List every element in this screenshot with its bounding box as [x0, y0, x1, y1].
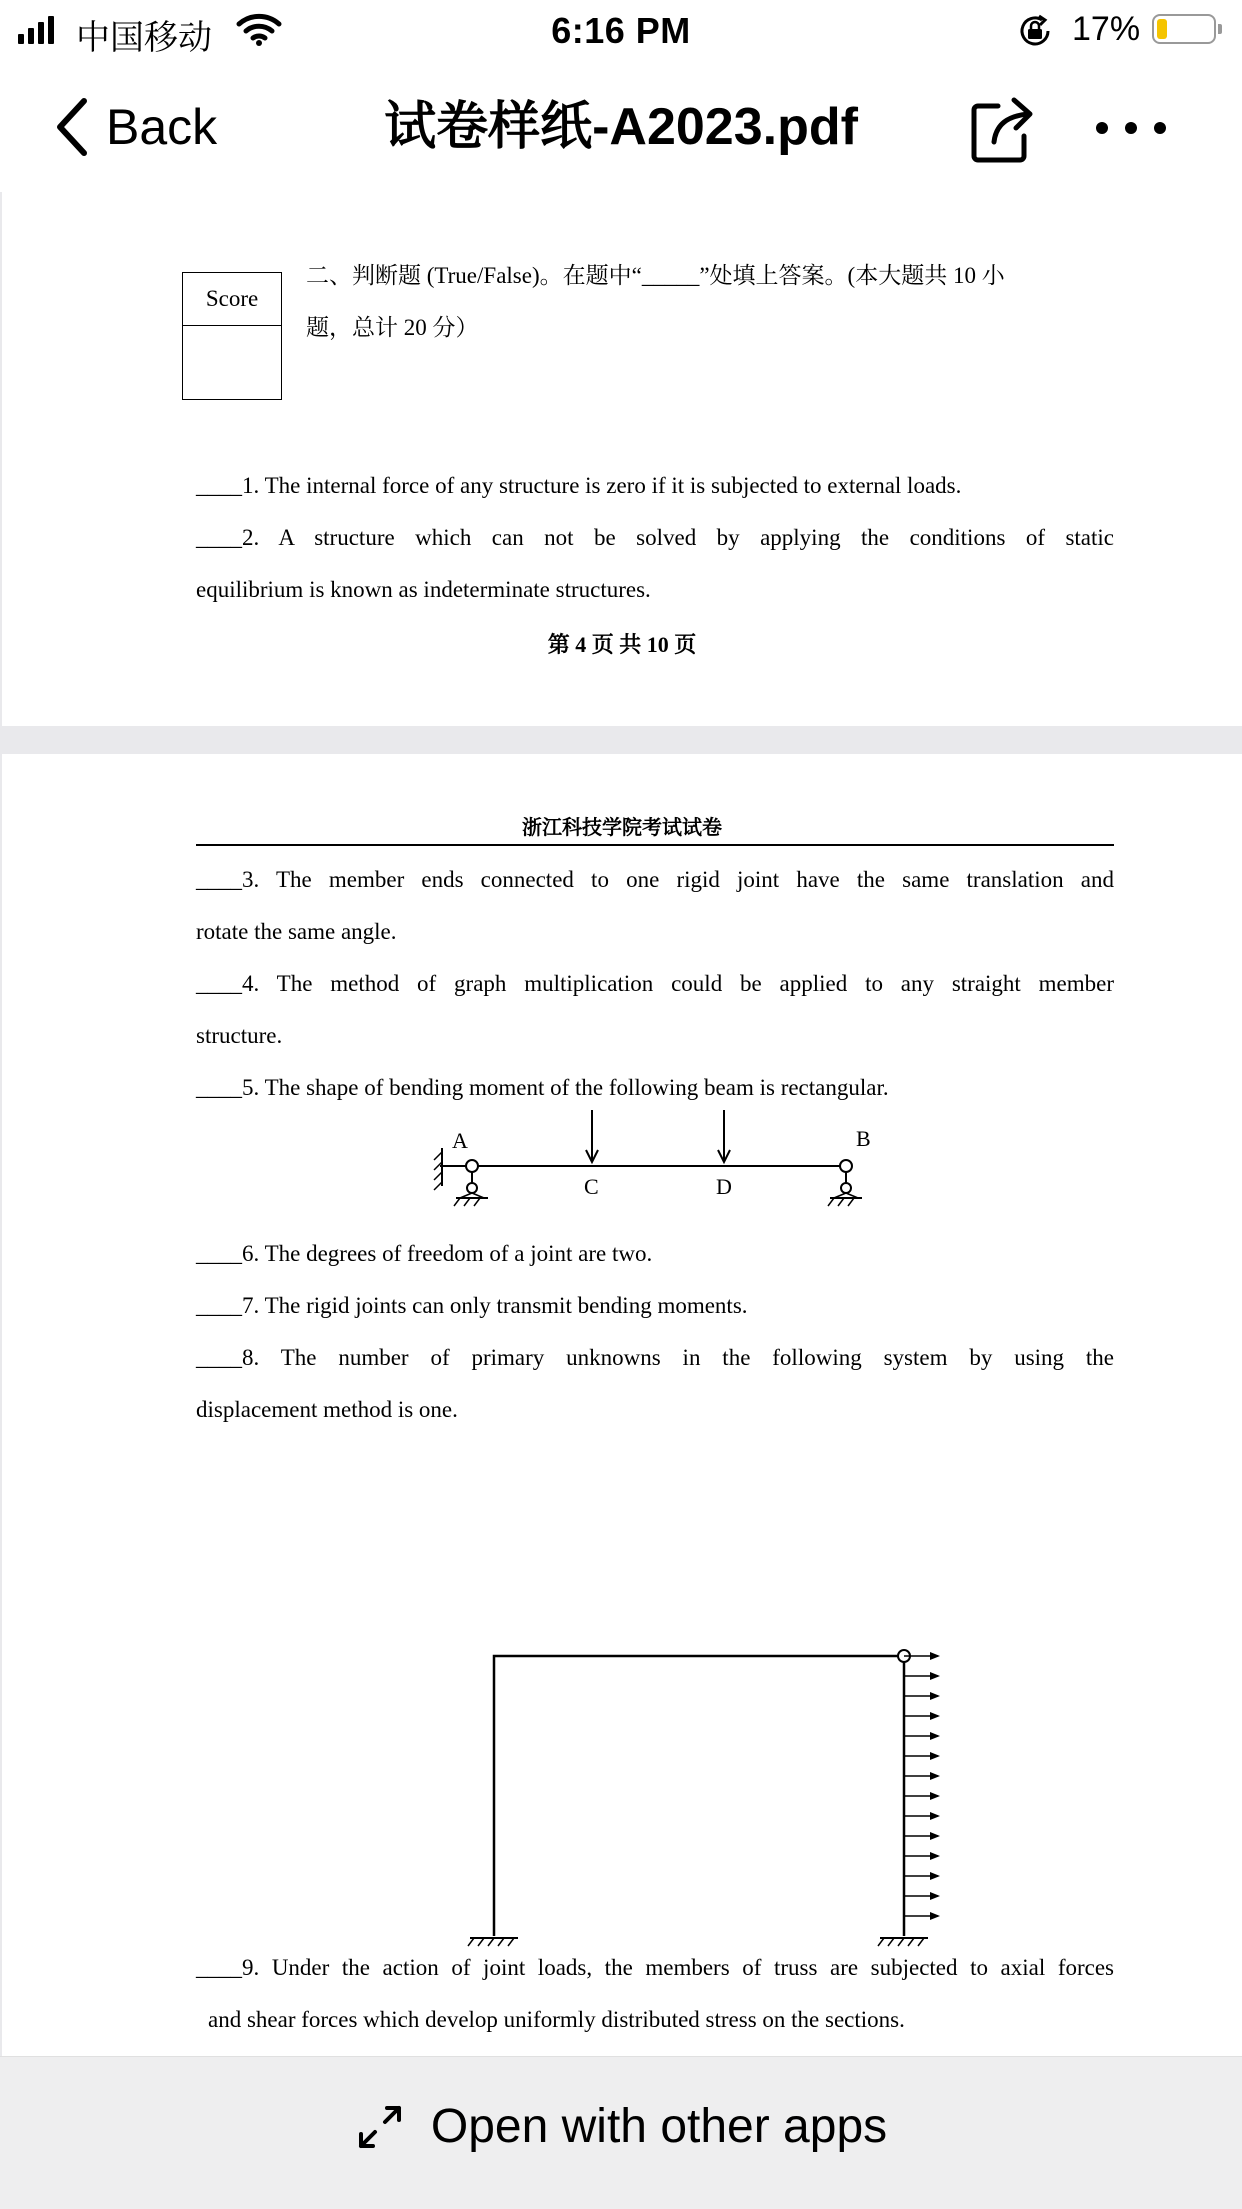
question-9-line1: ____9. Under the action of joint loads, the members of truss are subjected to axial forces: [196, 1955, 1114, 1980]
beam-label-b: B: [856, 1126, 871, 1151]
navigation-bar: [0, 64, 1242, 192]
bottom-bar: [0, 2056, 1242, 2209]
open-with-label: Open with other apps: [430, 2100, 888, 2153]
more-button[interactable]: [1096, 110, 1166, 146]
section-heading-line2: 题，总计 20 分）: [306, 315, 479, 340]
header-rule: [196, 844, 1114, 846]
question-8-line2: displacement method is one.: [196, 1397, 458, 1422]
question-3-line2: rotate the same angle.: [196, 919, 397, 944]
beam-label-c: C: [584, 1174, 599, 1199]
question-5: ____5. The shape of bending moment of the following beam is rectangular.: [196, 1075, 889, 1100]
battery-level-fill: [1157, 19, 1167, 39]
beam-label-d: D: [716, 1174, 732, 1199]
score-box: [182, 272, 282, 400]
back-button[interactable]: [54, 94, 217, 160]
expand-icon: [355, 2102, 405, 2152]
share-icon: [968, 94, 1038, 164]
battery-percent: 17%: [1072, 10, 1141, 48]
question-9-line2: and shear forces which develop uniformly distributed stress on the sections.: [208, 2007, 905, 2032]
question-7: ____7. The rigid joints can only transmit bending moments.: [196, 1293, 748, 1318]
open-with-other-apps-button[interactable]: [0, 2099, 1242, 2154]
pdf-viewer[interactable]: [0, 192, 1242, 2056]
share-button[interactable]: [968, 94, 1038, 164]
question-1: ____1. The internal force of any structure is zero if it is subjected to external loads.: [196, 473, 962, 498]
battery-icon: [1152, 14, 1216, 44]
carrier-name: 中国移动: [76, 19, 212, 57]
question-3-line1: ____3. The member ends connected to one rigid joint have the same translation and: [196, 867, 1114, 892]
question-4-line1: ____4. The method of graph multiplication could be applied to any straight member: [196, 971, 1114, 996]
beam-diagram: [412, 1104, 882, 1234]
page-header: 浙江科技学院考试试卷: [522, 817, 722, 839]
pdf-page-5: [2, 754, 1242, 2084]
section-heading-line1: 二、判断题 (True/False)。在题中“_____”处填上答案。(本大题共 10 小: [306, 263, 1005, 288]
status-bar: [0, 0, 1242, 64]
score-label: Score: [183, 273, 281, 326]
question-8-line1: ____8. The number of primary unknowns in the following system by using the: [196, 1345, 1114, 1370]
beam-label-a: A: [452, 1128, 468, 1153]
clock: 6:16 PM: [551, 10, 691, 51]
page-footer: 第 4 页 共 10 页: [547, 632, 697, 657]
frame-diagram: [458, 1644, 978, 1964]
question-2-line2: equilibrium is known as indeterminate structures.: [196, 577, 651, 602]
document-title: 试卷样纸-A2023.pdf: [384, 98, 858, 156]
orientation-lock-icon: [1016, 12, 1054, 50]
distributed-load-arrows: [904, 1652, 940, 1920]
more-icon: [1096, 122, 1108, 134]
pdf-page-4: [2, 192, 1242, 726]
back-label: Back: [106, 99, 218, 155]
question-2-line1: ____2. A structure which can not be solved by applying the conditions of static: [196, 525, 1114, 550]
chevron-left-icon: [54, 97, 88, 157]
question-4-line2: structure.: [196, 1023, 283, 1048]
question-6: ____6. The degrees of freedom of a joint are two.: [196, 1241, 653, 1266]
